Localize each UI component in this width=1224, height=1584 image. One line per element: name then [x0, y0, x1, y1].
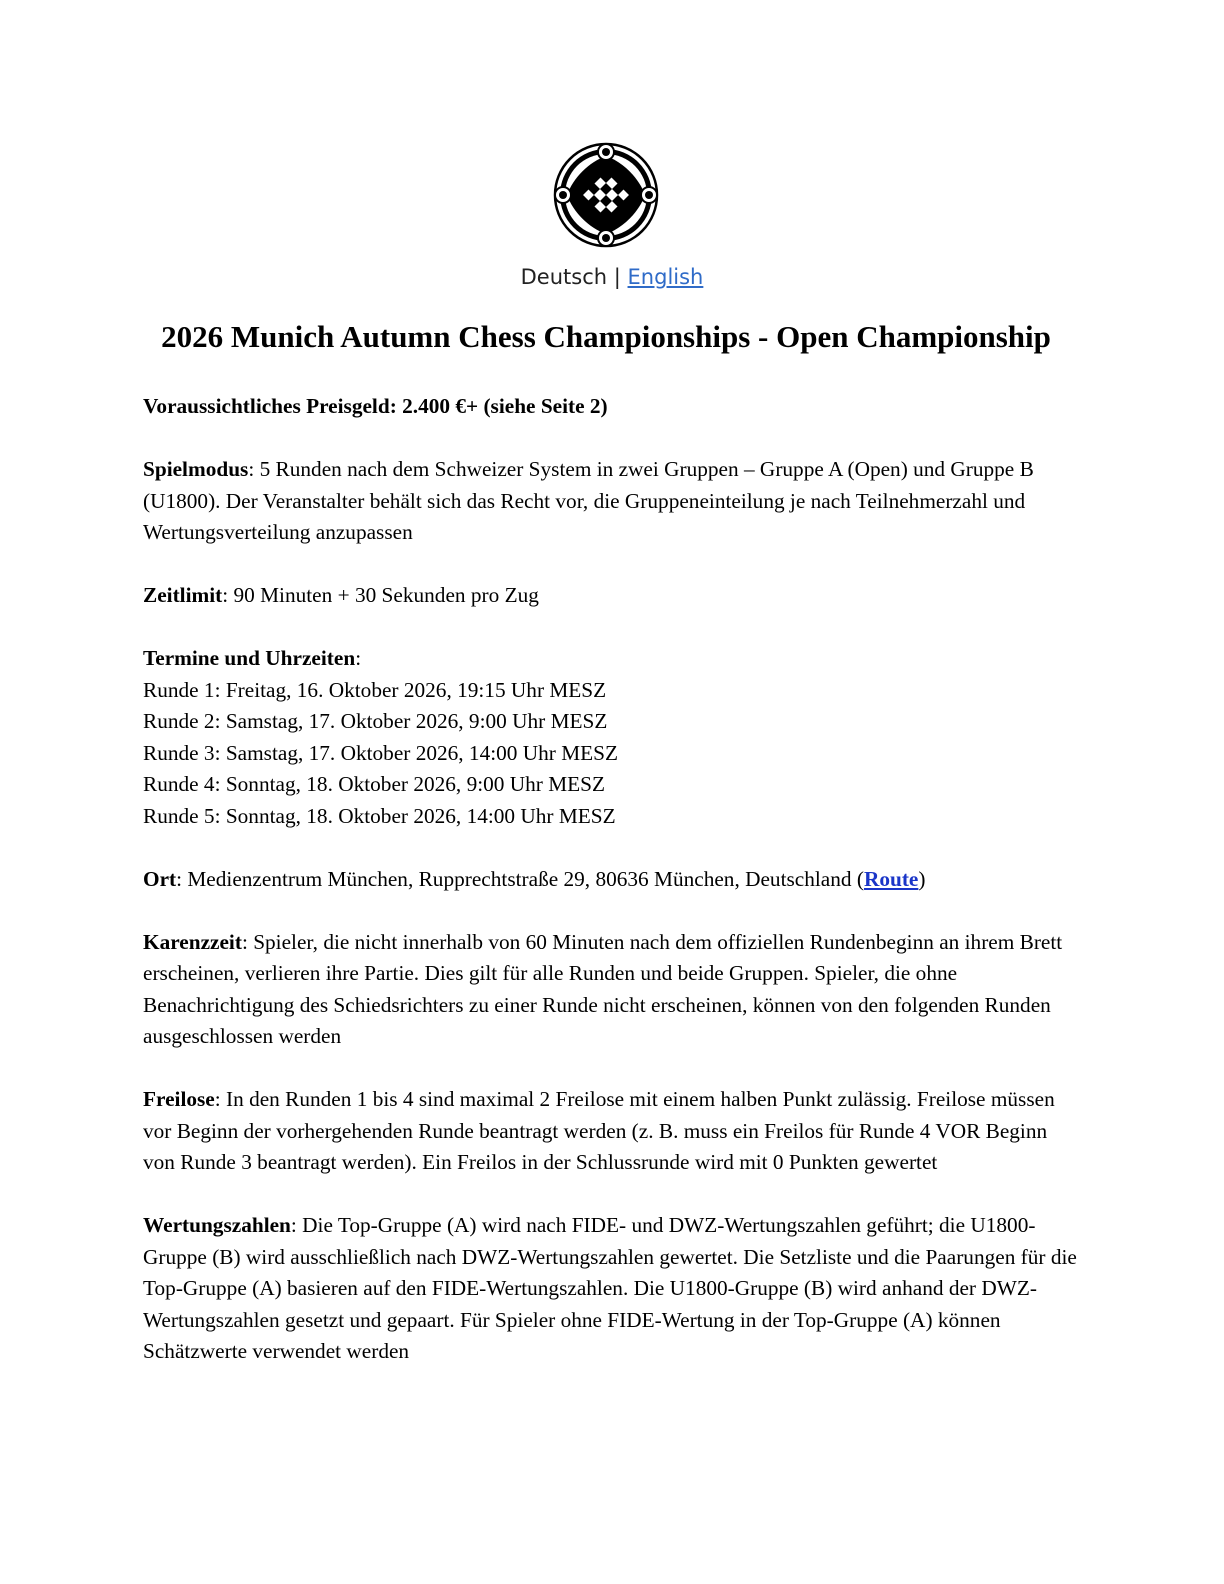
page-title: 2026 Munich Autumn Chess Championships - Open Championship [161, 319, 1051, 354]
language-english-link[interactable]: English [627, 265, 704, 289]
route-link[interactable]: Route [863, 866, 919, 891]
karenzzeit-text: : Spieler, die nicht innerhalb von 60 Minuten nach dem offiziellen Rundenbeginn an ihrem Brett erscheinen, verlieren ihre Partie. Dies gilt für alle Runden und beide Gruppen. Spieler, die ohne Benachrichtigung des Schiedsrichters zu einer Runde nicht erscheinen, können von den folgenden Runden ausgeschlossen werden [143, 929, 1063, 1048]
prize-paragraph [143, 391, 1083, 423]
round-line: Runde 1: Freitag, 16. Oktober 2026, 19:15 Uhr MESZ [143, 677, 607, 702]
zeitlimit-paragraph [143, 580, 1083, 612]
round-line: Runde 5: Sonntag, 18. Oktober 2026, 14:00 Uhr MESZ [143, 803, 616, 828]
termine-label: Termine und Uhrzeiten [143, 646, 356, 670]
round-line: Runde 3: Samstag, 17. Oktober 2026, 14:00 Uhr MESZ [143, 740, 619, 765]
karenzzeit-paragraph [143, 927, 1083, 1053]
ort-close: ) [918, 866, 926, 891]
karenzzeit-label: Karenzzeit [143, 929, 242, 954]
ort-text: : Medienzentrum München, Rupprechtstraße 29, 80636 München, Deutschland ( [176, 866, 864, 891]
zeitlimit-label: Zeitlimit [143, 583, 223, 607]
termine-paragraph [143, 643, 1083, 832]
freilose-label: Freilose [143, 1087, 215, 1111]
ort-label: Ort [143, 866, 177, 891]
ort-paragraph [143, 864, 1083, 896]
freilose-text: : In den Runden 1 bis 4 sind maximal 2 Freilose mit einem halben Punkt zulässig. Freilose müssen vor Beginn der vorhergehenden Runde beantragt werden (z. B. muss ein Freilos für Runde 4 VOR Beginn von Runde 3 beantragt werden). Ein Freilos in der Schlussrunde wird mit 0 Punkten gewertet [143, 1087, 1055, 1174]
wertungszahlen-label: Wertungszahlen [143, 1213, 291, 1237]
language-switch [0, 262, 1224, 292]
spielmodus-paragraph [143, 454, 1083, 549]
wertungszahlen-text: : Die Top-Gruppe (A) wird nach FIDE- und DWZ-Wertungszahlen geführt; die U1800-Gruppe (B) wird ausschließlich nach DWZ-Wertungszahlen gewertet. Die Setzliste und die Paarungen für die Top-Gruppe (A) basieren auf den FIDE-Wertungszahlen. Die U1800-Gruppe (B) wird anhand der DWZ-Wertungszahlen gesetzt und gepaart. Für Spieler ohne FIDE-Wertung in der Top-Gruppe (A) können Schätzwerte verwendet werden [143, 1213, 1077, 1363]
language-current: Deutsch [520, 265, 608, 289]
round-line: Runde 2: Samstag, 17. Oktober 2026, 9:00 Uhr MESZ [143, 709, 608, 733]
chess-club-emblem-icon [553, 142, 659, 248]
round-line: Runde 4: Sonntag, 18. Oktober 2026, 9:00 Uhr MESZ [143, 772, 606, 796]
zeitlimit-text: : 90 Minuten + 30 Sekunden pro Zug [222, 583, 539, 607]
prize-text: Voraussichtliches Preisgeld: 2.400 €+ (siehe Seite 2) [143, 394, 608, 418]
document-body [143, 391, 1083, 1399]
spielmodus-text: : 5 Runden nach dem Schweizer System in zwei Gruppen – Gruppe A (Open) und Gruppe B (U1800). Der Veranstalter behält sich das Recht vor, die Gruppeneinteilung je nach Teilnehmerzahl und Wertungsverteilung anzupassen [143, 457, 1034, 544]
language-separator: | [613, 265, 621, 289]
termine-colon: : [355, 646, 362, 670]
freilose-paragraph [143, 1084, 1083, 1179]
wertungszahlen-paragraph [143, 1210, 1083, 1368]
spielmodus-label: Spielmodus [143, 457, 249, 481]
